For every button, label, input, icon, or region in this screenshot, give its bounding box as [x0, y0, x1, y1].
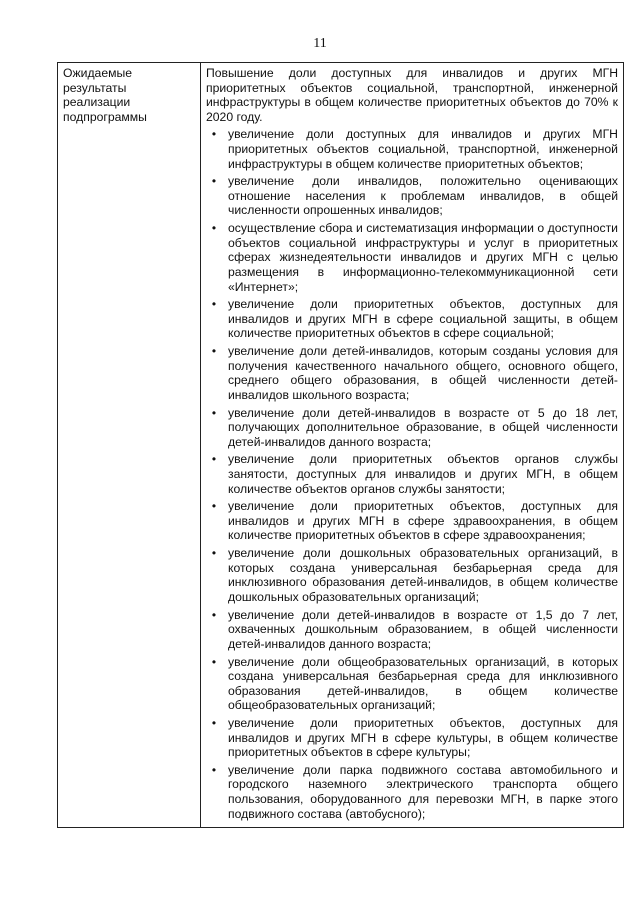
bullet-icon: • [211, 499, 217, 514]
list-item-text: увеличение доли дошкольных образовательных организаций, в которых создана универсальная безбарьерная среда для инклюзивного образования детей-инвалидов, в общем количестве дошкольных образовательных организаций; [228, 546, 618, 604]
bullet-icon: • [211, 607, 217, 622]
bullet-icon: • [211, 546, 217, 561]
list-item [211, 452, 618, 496]
bullet-icon: • [211, 127, 217, 142]
list-item [211, 405, 618, 450]
list-item [211, 607, 618, 652]
list-item [211, 297, 618, 341]
bullet-icon: • [211, 174, 217, 189]
list-item-text: увеличение доли приоритетных объектов, доступных для инвалидов и других МГН в сфере культуры, в общем количестве приоритетных объектов в сфере культуры; [228, 715, 618, 760]
list-item-text: увеличение доли доступных для инвалидов и других МГН приоритетных объектов социальной, транспортной, инженерной инфраструктуры в общем количестве приоритетных объектов; [228, 127, 618, 171]
list-item [211, 174, 618, 218]
bullet-icon: • [211, 344, 217, 359]
row-label: Ожидаемые результаты реализации подпрограммы [63, 66, 147, 124]
list-item [211, 654, 618, 713]
list-item [211, 715, 618, 760]
bullet-icon: • [211, 715, 217, 730]
results-list [206, 127, 618, 821]
list-item-text: увеличение доли детей-инвалидов в возрасте от 1,5 до 7 лет, охваченных дошкольным образованием, в общей численности детей-инвалидов данного возраста; [228, 607, 618, 651]
table-row [58, 63, 624, 828]
list-item [211, 221, 618, 294]
bullet-icon: • [211, 405, 217, 420]
results-table [57, 62, 624, 828]
list-item-text: увеличение доли общеобразовательных организаций, в которых создана универсальная безбарьерная среда для инклюзивного образования детей-инвалидов, в общем количестве общеобразовательных организаций; [228, 654, 618, 713]
page-number: 11 [313, 36, 327, 51]
list-item-text: увеличение доли детей-инвалидов в возрасте от 5 до 18 лет, получающих дополнительное образование, в общей численности детей-инвалидов данного возраста; [228, 405, 618, 449]
bullet-icon: • [211, 654, 217, 669]
bullet-icon: • [211, 221, 217, 236]
list-item-text: осуществление сбора и систематизация информации о доступности объектов социальной инфраструктуры и услуг в приоритетных сферах жизнедеятельности инвалидов и других МГН с целью размещения в информационно-телекоммуникационной сети «Интернет»; [228, 221, 618, 294]
list-item-text: увеличение доли инвалидов, положительно оценивающих отношение населения к проблемам инвалидов, в общей численности опрошенных инвалидов; [228, 174, 618, 218]
list-item-text: увеличение доли приоритетных объектов, доступных для инвалидов и других МГН в сфере здравоохранения, в общем количестве приоритетных объектов в сфере здравоохранения; [228, 499, 618, 543]
list-item-text: увеличение доли парка подвижного состава автомобильного и городского наземного электрического транспорта общего пользования, оборудованного для перевозки МГН, в парке этого подвижного состава (автобусного); [228, 762, 618, 821]
bullet-icon: • [211, 762, 217, 777]
list-item [211, 499, 618, 543]
list-item-text: увеличение доли приоритетных объектов органов службы занятости, доступных для инвалидов и других МГН, в общем количестве объектов органов службы занятости; [228, 452, 618, 496]
list-item [211, 344, 618, 402]
list-item [211, 546, 618, 604]
list-item-text: увеличение доли приоритетных объектов, доступных для инвалидов и других МГН в сфере социальной защиты, в общем количестве приоритетных объектов в сфере социальной; [228, 297, 618, 341]
bullet-icon: • [211, 297, 217, 312]
row-content-cell [201, 63, 624, 828]
list-item-text: увеличение доли детей-инвалидов, которым созданы условия для получения качественного начального общего, основного общего, среднего общего образования, в общей численности детей-инвалидов школьного возраста; [228, 344, 618, 402]
bullet-icon: • [211, 452, 217, 467]
intro-paragraph: Повышение доли доступных для инвалидов и других МГН приоритетных объектов социальной, транспортной, инженерной инфраструктуры в общем количестве приоритетных объектов до 70% к 2020 году. [206, 66, 618, 124]
row-label-cell [58, 63, 201, 828]
list-item [211, 127, 618, 171]
list-item [211, 762, 618, 821]
